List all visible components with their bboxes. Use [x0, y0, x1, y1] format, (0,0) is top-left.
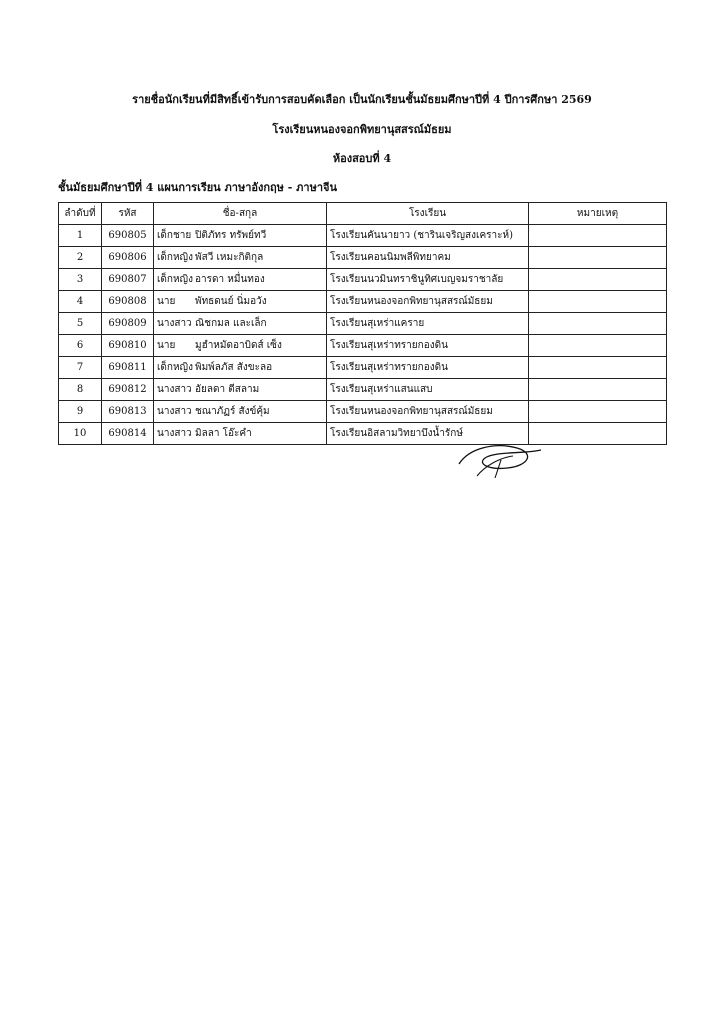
- class-plan-label: ชั้นมัธยมศึกษาปีที่ 4 แผนการเรียน ภาษาอังกฤษ - ภาษาจีน: [58, 181, 337, 194]
- table-row: [59, 291, 667, 313]
- name-prefix: นางสาว: [157, 318, 192, 329]
- name-prefix: นางสาว: [157, 406, 192, 417]
- student-name: [154, 291, 327, 313]
- student-name: [154, 247, 327, 269]
- column-header-no: ลำดับที่: [59, 203, 102, 225]
- row-number: 10: [59, 423, 102, 445]
- student-id: 690814: [102, 423, 154, 445]
- document-title: รายชื่อนักเรียนที่มีสิทธิ์เข้ารับการสอบคัดเลือก เป็นนักเรียนชั้นมัธยมศึกษาปีที่ 4 ปีการศึกษา 2569: [132, 93, 592, 106]
- previous-school: โรงเรียนสุเหร่าแสนแสบ: [327, 379, 529, 401]
- table-row: [59, 401, 667, 423]
- student-fullname: พัทธดนย์ นิ่มอวัง: [195, 296, 267, 307]
- row-number: 2: [59, 247, 102, 269]
- student-name: [154, 379, 327, 401]
- previous-school: โรงเรียนหนองจอกพิทยานุสสรณ์มัธยม: [327, 401, 529, 423]
- column-header-school: โรงเรียน: [327, 203, 529, 225]
- name-prefix: นางสาว: [157, 428, 192, 439]
- column-header-id: รหัส: [102, 203, 154, 225]
- student-id: 690805: [102, 225, 154, 247]
- student-fullname: ณิชกมล และเล็ก: [195, 318, 267, 329]
- table-row: [59, 379, 667, 401]
- table-row: [59, 357, 667, 379]
- student-fullname: ปิติภัทร ทรัพย์ทวี: [195, 230, 267, 241]
- remark: [529, 401, 667, 423]
- remark: [529, 335, 667, 357]
- table-row: [59, 269, 667, 291]
- student-id: 690810: [102, 335, 154, 357]
- row-number: 7: [59, 357, 102, 379]
- name-prefix: เด็กหญิง: [157, 362, 193, 373]
- remark: [529, 423, 667, 445]
- previous-school: โรงเรียนคันนายาว (ชารินเจริญสงเคราะห์): [327, 225, 529, 247]
- row-number: 1: [59, 225, 102, 247]
- name-prefix: เด็กหญิง: [157, 274, 193, 285]
- previous-school: โรงเรียนหนองจอกพิทยานุสสรณ์มัธยม: [327, 291, 529, 313]
- row-number: 8: [59, 379, 102, 401]
- student-name: [154, 335, 327, 357]
- student-fullname: อารดา หมื่นทอง: [195, 274, 265, 285]
- row-number: 6: [59, 335, 102, 357]
- previous-school: โรงเรียนสุเหร่าแคราย: [327, 313, 529, 335]
- signature-stroke: [477, 456, 513, 478]
- remark: [529, 247, 667, 269]
- previous-school: โรงเรียนสุเหร่าทรายกองดิน: [327, 335, 529, 357]
- remark: [529, 313, 667, 335]
- row-number: 9: [59, 401, 102, 423]
- student-name: [154, 357, 327, 379]
- student-fullname: พิมพ์ลภัส สังขะลอ: [195, 362, 273, 373]
- signature-mark: [455, 436, 545, 480]
- row-number: 5: [59, 313, 102, 335]
- table-body: [59, 225, 667, 445]
- student-name: [154, 269, 327, 291]
- student-id: 690812: [102, 379, 154, 401]
- name-prefix: นางสาว: [157, 384, 192, 395]
- name-prefix: เด็กชาย: [157, 230, 192, 241]
- student-fullname: อัยลดา ตีสลาม: [195, 384, 260, 395]
- student-fullname: ชณาภัฏร์ สังข์คุ้ม: [195, 406, 270, 417]
- previous-school: โรงเรียนนวมินทราชินูทิศเบญจมราชาลัย: [327, 269, 529, 291]
- previous-school: โรงเรียนคอนนิมพลีพิทยาคม: [327, 247, 529, 269]
- table-row: [59, 423, 667, 445]
- signature-stroke: [459, 446, 541, 469]
- student-id: 690811: [102, 357, 154, 379]
- previous-school: โรงเรียนอิสลามวิทยาบึงน้ำรักษ์: [327, 423, 529, 445]
- name-prefix: นาย: [157, 340, 176, 351]
- student-fullname: มิลลา โอ๊ะคำ: [195, 428, 252, 439]
- student-name: [154, 225, 327, 247]
- table-row: [59, 247, 667, 269]
- remark: [529, 357, 667, 379]
- name-prefix: นาย: [157, 296, 176, 307]
- student-id: 690808: [102, 291, 154, 313]
- student-roster-table: [58, 202, 667, 445]
- column-header-note: หมายเหตุ: [529, 203, 667, 225]
- student-name: [154, 423, 327, 445]
- remark: [529, 269, 667, 291]
- remark: [529, 291, 667, 313]
- column-header-name: ชื่อ-สกุล: [154, 203, 327, 225]
- student-name: [154, 401, 327, 423]
- remark: [529, 379, 667, 401]
- student-fullname: มูฮำหมัดอาบิดส์ เซ็ง: [195, 340, 282, 351]
- name-prefix: เด็กหญิง: [157, 252, 193, 263]
- table-row: [59, 335, 667, 357]
- student-id: 690806: [102, 247, 154, 269]
- exam-room: ห้องสอบที่ 4: [332, 152, 392, 165]
- student-id: 690809: [102, 313, 154, 335]
- table-header-row: [59, 203, 667, 225]
- table-row: [59, 313, 667, 335]
- student-id: 690807: [102, 269, 154, 291]
- student-name: [154, 313, 327, 335]
- student-id: 690813: [102, 401, 154, 423]
- remark: [529, 225, 667, 247]
- row-number: 4: [59, 291, 102, 313]
- student-fullname: พัสวี เหมะกิติกุล: [195, 252, 264, 263]
- table-row: [59, 225, 667, 247]
- school-name: โรงเรียนหนองจอกพิทยานุสสรณ์มัธยม: [272, 123, 452, 136]
- previous-school: โรงเรียนสุเหร่าทรายกองดิน: [327, 357, 529, 379]
- row-number: 3: [59, 269, 102, 291]
